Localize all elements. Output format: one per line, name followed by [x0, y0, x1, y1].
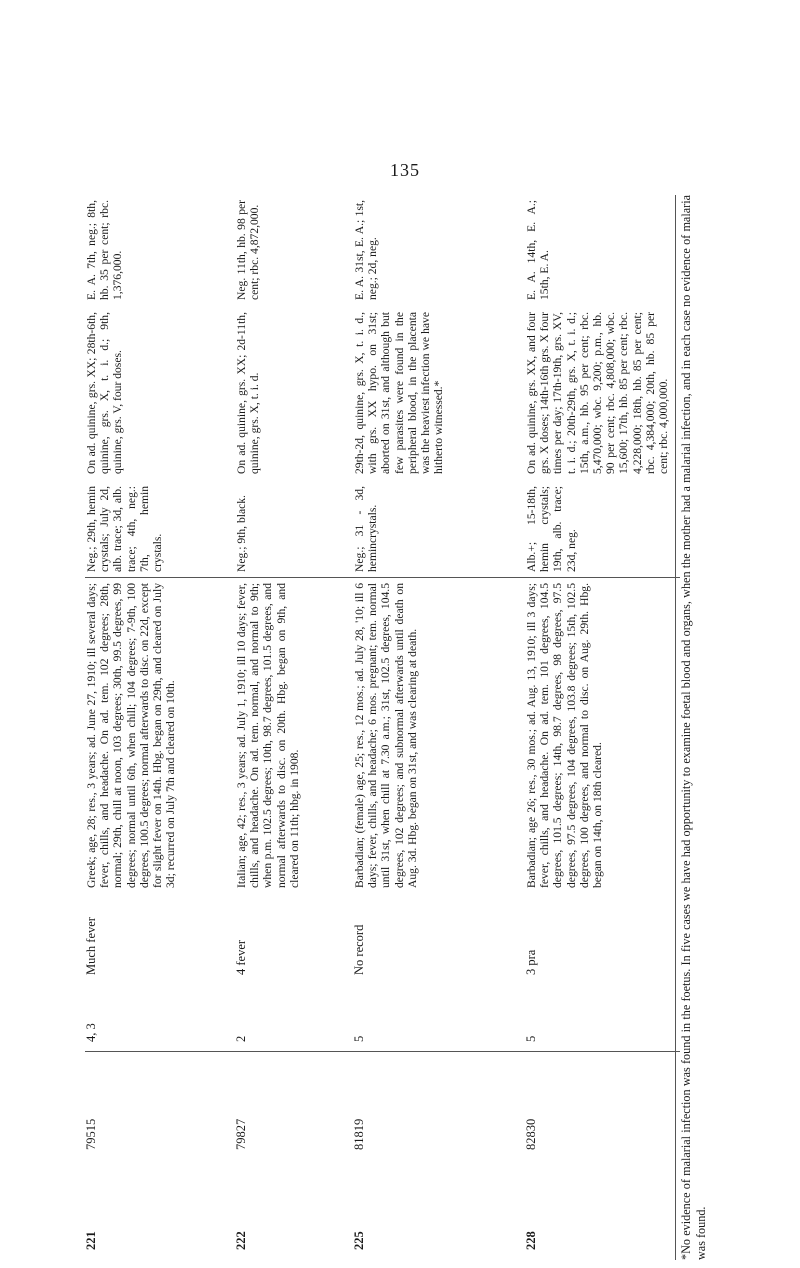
days-value: 5	[352, 1035, 366, 1042]
hospital-number: 82830	[524, 1118, 538, 1150]
days-value: 4, 3	[84, 1023, 98, 1042]
fever-note: No record	[352, 924, 366, 975]
column-divider	[85, 1051, 680, 1052]
case-history: Italian; age, 42; res., 3 years; ad. July 1, 1910; ill 10 days; fever, chills, and headache. On ad. tem. normal, and normal to 9th; when p.m. 102.5 degrees; 10th, 98.7 degrees, 101.5 degrees, and normal afterwards to disc. on 20th. Hbg. began on 9th, and cleared on 11th; hbg. in 1908.	[235, 583, 301, 888]
case-number: 228	[524, 1231, 538, 1250]
hospital-number: 79515	[84, 1118, 98, 1150]
result: E. A. 7th, neg.; 8th, hb. 35 per cent; rbc. 1,376,000.	[85, 200, 125, 300]
fever-note: Much fever	[84, 917, 98, 975]
days-value: 5	[524, 1035, 538, 1042]
column-divider	[85, 577, 680, 578]
urine-blood-findings: Alb.+; 15-18th, hemin crystals; 19th, alb. trace; 23d, neg.	[525, 486, 578, 572]
treatment: On ad. quinine, grs. XX, and four grs. X doses; 14th-16th grs. X four times per day; 17th-19th, grs. XV, t. i. d.; 20th-29th, grs. X, t. i. d.; 15th, a.m., hb. 95 per cent; rbc. 5,470,000; wbc. 9,200; p.m., hb. 90 per cent; rbc. 4,808,000; wbc. 15,600; 17th, hb. 85 per cent; rbc. 4,228,000; 18th, hb. 85 per cent; rbc. 4,384,000; 20th, hb. 85 per cent; rbc. 4,000,000.	[525, 312, 671, 474]
result: E. A. 31st, E. A.; 1st, neg.; 2d, neg.	[353, 200, 380, 300]
case-number: 221	[84, 1231, 98, 1250]
rotated-case-table	[85, 195, 715, 1260]
footnote: *No evidence of malarial infection was found in the foetus. In five cases we have had opportunity to examine foetal blood and organs, when the mother had a malarial infection, and in each case no evidence of malaria was found.	[679, 195, 708, 1260]
footnote-rule	[675, 195, 676, 1260]
days-value: 2	[234, 1035, 248, 1042]
urine-blood-findings: Neg.; 9th, black.	[235, 495, 248, 572]
hospital-number: 79827	[234, 1118, 248, 1150]
hospital-number: 81819	[352, 1118, 366, 1150]
case-history: Greek; age, 28; res., 3 years; ad. June 27, 1910; ill several days; fever, chills, and headache. On ad. tem. 102 degrees; 28th, normal; 29th, chill at noon, 103 degrees; 30th, 99.5 degrees, 99 degrees; normal until 6th, when chill; 104 degrees; 7-9th, 100 degrees, 100.5 degrees; normal afterwards to disc. on 22d, except for slight fever on 14th. Hbg. began on 29th, and cleared on July 3d; recurred on July 7th and cleared on 10th.	[85, 583, 178, 888]
result: Neg. 11th, hb. 98 per cent; rbc. 4,872,000.	[235, 200, 262, 300]
result: E. A. 14th, E. A.; 15th, E. A.	[525, 200, 552, 300]
urine-blood-findings: Neg.; 31 - 3d, hemincrystals.	[353, 486, 380, 572]
case-number: 222	[234, 1231, 248, 1250]
page-number: 135	[390, 160, 420, 180]
fever-note: 4 fever	[234, 939, 248, 975]
treatment: 29th-2d, quinine, grs. X, t. i. d., with grs. XX hypo. on 31st; aborted on 31st, and although but few parasites were found in the peripheral blood, in the placenta was the heaviest infection we have hitherto witnessed.*	[353, 312, 446, 474]
treatment: On ad. quinine, grs. XX; 28th-6th, quinine, grs. X, t. i. d.; 9th, quinine, grs. V, four doses.	[85, 312, 125, 474]
treatment: On ad. quinine, grs. XX; 2d-11th, quinine, grs. X, t. i. d.	[235, 312, 262, 474]
case-history: Barbadian; (female) age, 25; res., 12 mos.; ad. July 28, '10; ill 6 days; fever, chills, and headache; 6 mos. pregnant; tem. normal until 31st, when chill at 7.30 a.m.; 31st, 102.5 degrees, 104.5 degrees, 102 degrees; and subnormal afterwards until death on Aug. 3d. Hbg. began on 31st, and was clearing at death.	[353, 583, 419, 888]
fever-note: 3 pra	[524, 949, 538, 975]
case-number: 225	[352, 1231, 366, 1250]
case-history: Barbadian; age 26; res., 30 mos.; ad. Aug. 13, 1910; ill 3 days; fever, chills, and headache. On ad. tem. 101 degrees, 104.5 degrees, 101.5 degrees; 14th, 98.7 degrees, 98 degrees, 97.5 degrees, 97.5 degrees, 104 degrees, 103.8 degrees; 15th, 102.5 degrees, 100 degrees, and normal to disc. on Aug. 29th. Hbg. began on 14th, on 18th cleared.	[525, 583, 605, 888]
urine-blood-findings: Neg.; 29th, hemin crystals; July 2d, alb. trace; 3d, alb. trace; 4th, neg.: 7th, hemin crystals.	[85, 486, 165, 572]
